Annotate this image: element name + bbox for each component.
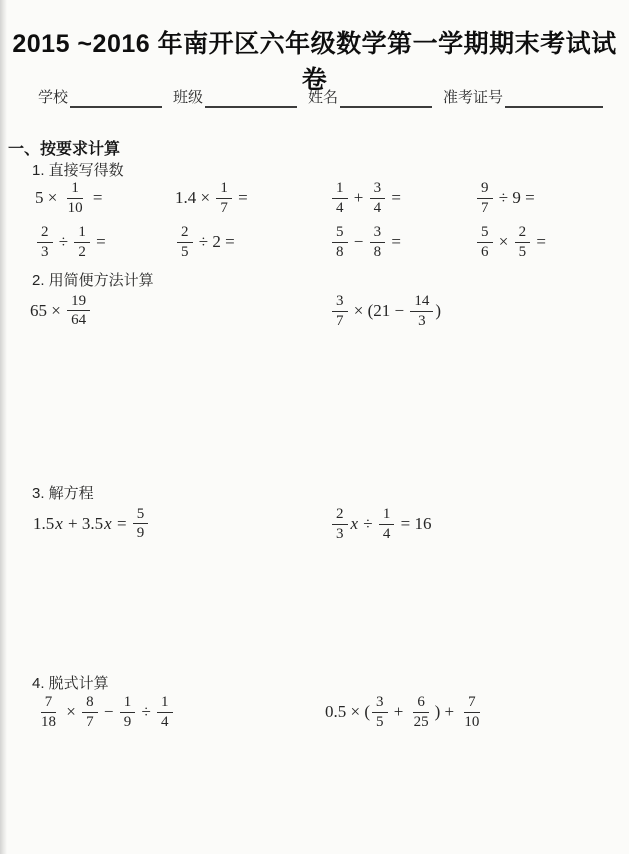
math-problem: 5 × $\frac{1}{10}$ = <box>35 180 103 216</box>
part3-problems <box>33 505 431 542</box>
fraction: $\frac{2}{3}$ <box>37 224 53 260</box>
field-class-label: 班级 <box>173 89 204 106</box>
fraction: $\frac{19}{64}$ <box>67 293 90 329</box>
part1-label: 1. 直接写得数 <box>32 162 124 179</box>
fraction: $\frac{5}{8}$ <box>332 224 348 260</box>
math-problem: $\frac{5}{8}$ − $\frac{3}{8}$ = <box>330 224 475 260</box>
field-name-blank-line <box>340 91 432 108</box>
part1-row1 <box>35 180 621 216</box>
fraction: $\frac{1}{10}$ <box>67 180 83 216</box>
math-problem: 1.4 × $\frac{1}{7}$ = <box>175 180 248 216</box>
part4-label: 4. 脱式计算 <box>32 675 109 692</box>
field-exam-number <box>443 88 603 108</box>
section-one-heading: 一、按要求计算 <box>8 141 121 158</box>
field-school <box>38 88 162 108</box>
math-problem: $\frac{1}{4}$ + $\frac{3}{4}$ = <box>330 180 475 216</box>
fraction: $\frac{1}{4}$ <box>332 180 348 216</box>
fraction: $\frac{3}{5}$ <box>372 694 388 730</box>
problem-cell <box>33 506 330 542</box>
math-problem: $\frac{2}{5}$ ÷ 2 = <box>175 224 330 260</box>
fraction: $\frac{6}{25}$ <box>413 694 429 730</box>
fraction: $\frac{7}{10}$ <box>464 694 480 730</box>
math-problem: 1.5 x + 3.5 x = $\frac{5}{9}$ <box>33 506 150 542</box>
math-problem: $\frac{7}{18}$ × $\frac{8}{7}$ − $\frac{1}{9}$ ÷ $\frac{1}{4}$ <box>35 694 175 730</box>
fraction: $\frac{3}{8}$ <box>370 224 386 260</box>
scan-edge-shadow <box>0 0 7 854</box>
problem-cell <box>325 694 485 730</box>
fraction: $\frac{5}{6}$ <box>477 224 493 260</box>
fraction: $\frac{9}{7}$ <box>477 180 493 216</box>
fraction: $\frac{2}{3}$ <box>332 506 348 542</box>
math-problem: $\frac{3}{7}$ × (21 − $\frac{14}{3}$ ) <box>330 293 441 329</box>
fraction: $\frac{8}{7}$ <box>82 694 98 730</box>
field-exam-number-label: 准考证号 <box>443 89 504 106</box>
math-problem: 0.5 × ( $\frac{3}{5}$ + $\frac{6}{25}$ ) + $\frac{7}{10}$ <box>325 694 485 730</box>
field-name <box>308 88 432 108</box>
fraction: $\frac{2}{5}$ <box>515 224 531 260</box>
part1-row2 <box>35 224 621 260</box>
fraction: $\frac{3}{4}$ <box>370 180 386 216</box>
fraction: $\frac{7}{18}$ <box>41 694 56 730</box>
fraction: $\frac{14}{3}$ <box>410 293 433 329</box>
problem-cell <box>330 292 441 329</box>
problem-cell <box>330 505 431 542</box>
fraction: $\frac{1}{4}$ <box>157 694 173 730</box>
field-name-label: 姓名 <box>308 89 339 106</box>
field-school-blank-line <box>70 91 162 108</box>
fraction: $\frac{2}{5}$ <box>177 224 193 260</box>
part4-problems <box>35 694 485 730</box>
student-info-row <box>38 88 600 108</box>
part2-problems <box>30 292 441 329</box>
math-problem: $\frac{2}{3}$ x ÷ $\frac{1}{4}$ = 16 <box>330 506 431 542</box>
part2-label: 2. 用简便方法计算 <box>32 272 154 289</box>
problem-cell <box>35 694 325 730</box>
part3-label: 3. 解方程 <box>32 485 94 502</box>
math-problem: 65 × $\frac{19}{64}$ <box>30 293 92 329</box>
fraction: $\frac{1}{9}$ <box>120 694 136 730</box>
math-problem: $\frac{2}{3}$ ÷ $\frac{1}{2}$ = <box>35 224 175 260</box>
fraction: $\frac{5}{9}$ <box>133 506 149 542</box>
field-school-label: 学校 <box>38 89 69 106</box>
math-problem: $\frac{9}{7}$ ÷ 9 = <box>475 180 621 216</box>
fraction: $\frac{1}{7}$ <box>216 180 232 216</box>
field-class <box>173 88 297 108</box>
problem-cell <box>30 293 330 329</box>
math-problem: $\frac{5}{6}$ × $\frac{2}{5}$ = <box>475 224 621 260</box>
fraction: $\frac{1}{2}$ <box>74 224 90 260</box>
field-exam-number-blank-line <box>505 91 603 108</box>
field-class-blank-line <box>205 91 297 108</box>
fraction: $\frac{1}{4}$ <box>379 506 395 542</box>
exam-title: 2015 ~2016 年南开区六年级数学第一学期期末考试试卷 <box>12 30 617 94</box>
fraction: $\frac{3}{7}$ <box>332 293 348 329</box>
